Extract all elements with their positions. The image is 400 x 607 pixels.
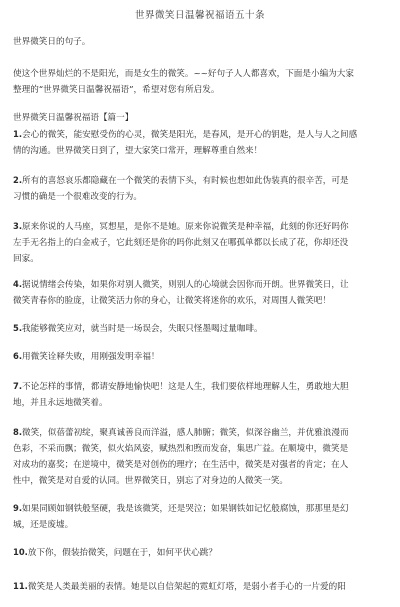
item-line: 据说情绪会传染，如果你对别人微笑，则别人的心境就会因你而开朗。世界微笑日，让: [22, 280, 349, 290]
item-line: 原来你说的人马座，冥想星，是你不是她。原来你说微笑是种幸福，此刻的你还好吗你: [22, 222, 349, 232]
item-number: 1.: [13, 129, 23, 139]
item-line: 如果同顾如钢铁般坚硬，我是该微笑，还是哭泣；如果钢铁如记忆般腐蚀，那那里是幻: [22, 504, 349, 514]
list-item: [13, 126, 391, 159]
item-line: 微笑是人类最美丽的表情。她是以自信架起的霓虹灯塔，是弱小者手心的一片爱的阳: [27, 582, 346, 592]
document-title: 世界微笑日温馨祝福语五十条: [134, 10, 265, 21]
item-line: 不论怎样的事情，都请安静地愉快吧！这是人生，我们要依样地理解人生，勇敢地大胆: [22, 382, 349, 392]
item-line: 地，并且永远地微笑着。: [13, 398, 108, 408]
item-line: 城，还是废墟。: [13, 520, 74, 530]
item-number: 11.: [13, 581, 28, 591]
list-item: [13, 378, 391, 411]
list-item: [13, 320, 391, 337]
item-number: 9.: [13, 503, 23, 513]
intro-paragraph: [13, 66, 391, 98]
item-line: 回家。: [13, 254, 39, 264]
item-line: 用微笑诠释失败，用刚强发明幸福！: [22, 352, 160, 362]
intro-line: 使这个世界灿烂的不是阳光，而是女生的微笑。~~好句子人人都喜欢，下面是小编为大家: [13, 69, 354, 79]
item-number: 3.: [13, 221, 23, 231]
item-number: 8.: [13, 427, 23, 437]
item-number: 10.: [13, 547, 28, 557]
list-item: [13, 544, 391, 561]
list-item: [13, 500, 391, 533]
item-number: 6.: [13, 351, 23, 361]
item-line: 所有的喜怒哀乐都隐藏在一个微笑的表情下头，有时候也想如此伪装真的很辛苦，可是: [22, 176, 349, 186]
intro-heading: [13, 34, 391, 50]
item-number: 4.: [13, 279, 23, 289]
item-line: 放下你，假装抬微笑，问题在于，如何平伏心跳？: [27, 548, 217, 558]
item-line: 对成功的嘉奖；在逆境中，微笑是对创伤的理疗；在生活中，微笑是对强者的肯定；在人: [13, 460, 349, 470]
item-line: 会心的微笑，能安慰受伤的心灵，微笑是阳光，是春风，是开心的钥匙，是人与人之间感: [22, 130, 358, 140]
item-line: 微笑，似蓓蕾初绽，聚真诚善良而洋溢，感人肺腑；微笑，似深谷幽兰，并优雅浪漫而: [22, 428, 349, 438]
item-line: 左手无名指上的白金戒子，它此刻还是你的吗你此刻又在哪孤单都以长成了花，你却还没: [13, 238, 349, 248]
item-line: 习惯的确是一个很难改变的行为。: [13, 192, 142, 202]
item-line: 情的沟通。世界微笑日到了，望大家笑口常开，理解尊重自然来！: [13, 146, 263, 156]
list-item: [13, 348, 391, 365]
intro-line: 整理的“世界微笑日温馨祝福语”，希望对您有所启发。: [13, 85, 220, 95]
section-heading: [13, 110, 391, 126]
list-item: [13, 578, 391, 595]
item-number: 7.: [13, 381, 23, 391]
item-line: 微笑青春你的脸庞，让微笑活力你的身心，让微笑将迷你的欢乐，对周围人微笑吧！: [13, 296, 331, 306]
item-number: 5.: [13, 323, 23, 333]
section-heading-text: 世界微笑日温馨祝福语【篇一】: [13, 113, 134, 123]
list-item: [13, 424, 391, 489]
list-item: [13, 218, 391, 267]
item-number: 2.: [13, 175, 23, 185]
list-item: [13, 172, 391, 205]
intro-heading-text: 世界微笑日的句子。: [13, 37, 91, 47]
item-line: 性中，微笑是对自爱的认同。世界微笑日，别忘了对身边的人微笑一笑。: [13, 476, 289, 486]
item-line: 色彩，不采而飘；微笑，似火焰风姿，赋热烈和煦而发奋，集思广益。在顺境中，微笑是: [13, 444, 349, 454]
item-line: 我能够微笑应对，就当时是一场误会，失眠只怪墨喝过量咖啡。: [22, 324, 263, 334]
list-item: [13, 276, 391, 309]
